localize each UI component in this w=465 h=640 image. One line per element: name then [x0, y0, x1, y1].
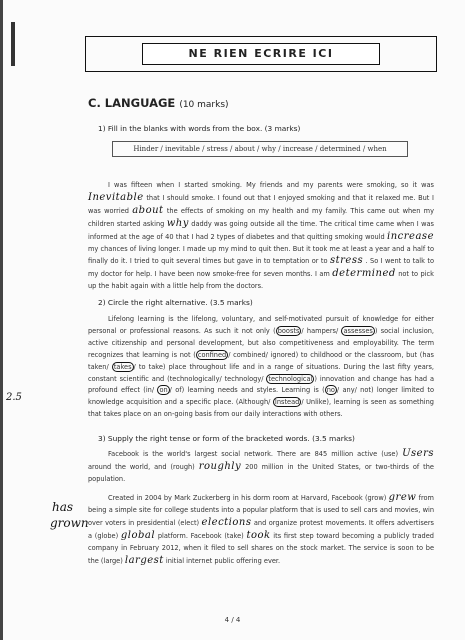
- q2-text-6: ) innovation and change has had a profound effect (in/: [88, 374, 435, 395]
- page-number: 4 / 4: [224, 616, 241, 624]
- circled-choice-4: takes: [113, 362, 132, 371]
- q2-text-4: / combined/ ignored) to childhood or the classroom, but (has taken/: [88, 350, 434, 371]
- left-margin-rule: [0, 0, 3, 640]
- q2-text-8: / any/ not) longer limited to knowledge acquisition and a specific place. (Although/: [88, 386, 434, 407]
- answer-2: about: [132, 204, 164, 216]
- answer-6: determined: [332, 268, 396, 280]
- circled-choice-5: technological: [268, 374, 313, 383]
- circled-choice-7: no: [326, 386, 335, 395]
- q1-text-6: . So I went to talk to my doctor for help. I have been now smoke-free for seven months. I am: [88, 257, 434, 279]
- question-3-text-1: [88, 448, 434, 486]
- q3-answer-7: largest: [124, 554, 164, 566]
- q3-text-9: initial internet public offering ever.: [165, 556, 281, 565]
- q3-answer-1: Users: [402, 448, 434, 459]
- q3-text-4: Created in 2004 by Mark Zuckerberg in his dorm room at Harvard, Facebook (grow): [108, 494, 387, 502]
- question-3-title: 3) Supply the right tense or form of the bracketed words. (3.5 marks): [98, 434, 355, 443]
- answer-5: stress: [329, 255, 364, 267]
- q3-text-3: 200 million in the United States, or two-thirds of the population.: [88, 462, 434, 483]
- q3-text-7: platform. Facebook (take): [157, 531, 244, 540]
- circled-choice-2: assesses: [343, 326, 373, 335]
- answer-1: Inevitable: [88, 191, 144, 203]
- circled-choice-8: Instead: [274, 398, 300, 407]
- q3-text-6: and organize protest movements. It offers advertisers a (globe): [88, 518, 434, 540]
- do-not-write-banner: NE RIEN ECRIRE ICI: [142, 43, 380, 65]
- q1-text-5: my chances of living longer. I made up my mind to quit then. But it took me at least a year and a half to finally do it. I tried to quit several times but gave in to temptation or to: [88, 244, 434, 266]
- q3-answer-3: grew: [388, 492, 417, 503]
- q1-text-1: I was fifteen when I started smoking. My friends and my parents were smoking, so it was: [108, 181, 434, 189]
- word-box: Hinder / inevitable / stress / about / why / increase / determined / when: [112, 141, 408, 157]
- q3-text-2: around the world, and (rough): [88, 462, 195, 471]
- q3-answer-2: roughly: [198, 460, 242, 472]
- q3-text-1: Facebook is the world's largest social network. There are 845 million active (use): [108, 450, 399, 458]
- q1-text-7: not to pick up the habit again with a little help from the doctors.: [88, 270, 434, 291]
- q3-answer-4: elections: [201, 516, 252, 528]
- section-title: [88, 96, 229, 110]
- q3-text-8: its first step toward becoming a publicly traded company in February 2012, when it filed to sell shares on the stock market. The service is soon to be the (large): [88, 531, 434, 565]
- q2-text-7: / of) learning needs and styles. Learning is (: [169, 386, 325, 395]
- banner-frame: [85, 36, 437, 72]
- question-2-text: [88, 314, 434, 421]
- margin-score: 2.5: [6, 392, 22, 403]
- answer-3: why: [166, 217, 189, 229]
- circled-choice-3: confined: [197, 350, 227, 359]
- q1-text-2: that I should smoke. I found out that I enjoyed smoking and that it relaxed me. But I was worried: [88, 193, 434, 215]
- answer-4: increase: [387, 230, 434, 242]
- circled-choice-6: on: [159, 386, 168, 395]
- q3-answer-5: global: [120, 529, 156, 541]
- q2-text-1: Lifelong learning is the lifelong, voluntary, and self-motivated pursuit of knowledge for either personal or professional reasons. As such it not only (: [88, 315, 434, 335]
- q3-text-5: from being a simple site for college students into a popular platform that is used to sell cars and movies, win over voters in presidential (elect): [88, 494, 434, 527]
- q2-text-5: / to take) place throughout life and in a range of situations. During the last fifty years, constant scientific and (technologically/ technology/: [88, 362, 435, 383]
- q2-text-2: / hampers/: [301, 326, 342, 335]
- q2-text-3: ) social inclusion, active citizenship and personal development, but also competitiveness and employability. The term recognizes that learning is not (: [88, 326, 434, 359]
- question-2-title: 2) Circle the right alternative. (3.5 marks): [98, 298, 253, 307]
- corner-mark: [11, 22, 15, 66]
- q3-answer-6: took: [246, 529, 271, 541]
- question-1-title: 1) Fill in the blanks with words from the box. (3 marks): [98, 124, 301, 133]
- q2-text-9: / Unlike), learning is seen as something that takes place on an on-going basis from our daily interactions with others.: [88, 398, 434, 419]
- q1-text-3: the effects of smoking on my health and my family. This came out when my children started asking: [88, 206, 434, 228]
- circled-choice-1: boosts: [277, 326, 300, 335]
- section-marks: (10 marks): [179, 100, 229, 110]
- question-3-text-2: [88, 492, 434, 567]
- margin-note-has: has: [52, 500, 74, 514]
- section-heading: C. LANGUAGE: [88, 96, 176, 110]
- margin-note-grown: grown: [50, 516, 89, 530]
- question-1-text: [88, 180, 434, 293]
- q1-text-4: daddy was going outside all the time. The critical time came when I was informed at the age of 40 that I had 2 types of diabetes and that quitting smoking would: [88, 219, 434, 241]
